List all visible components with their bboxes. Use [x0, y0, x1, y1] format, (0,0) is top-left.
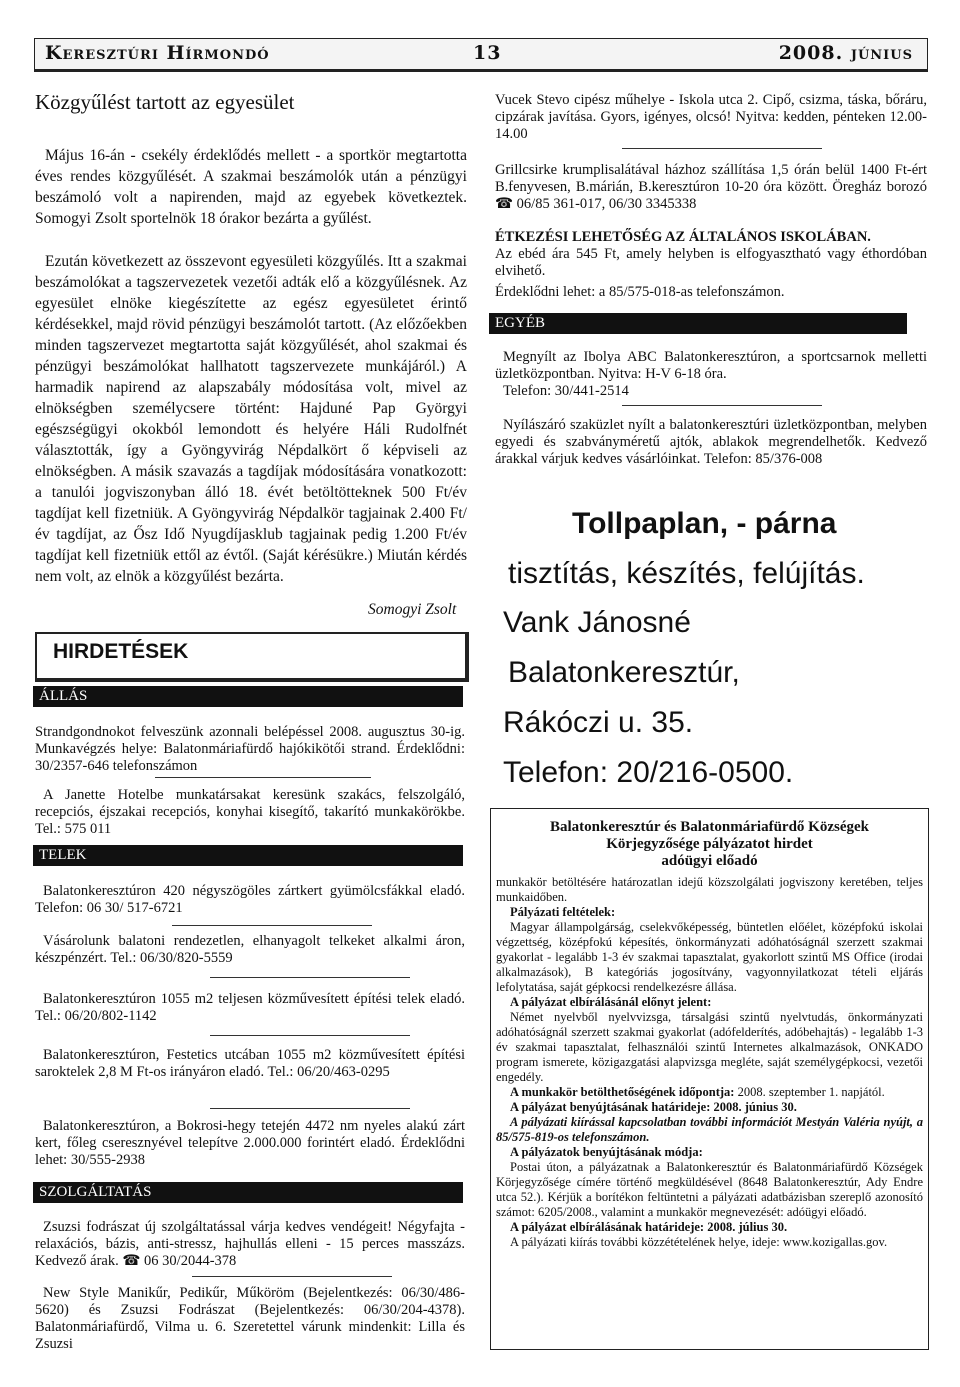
issue-date: 2008. június — [778, 42, 913, 64]
tollpaplan-title: Tollpaplan, - párna — [572, 507, 837, 540]
palyazat-title-1: Balatonkeresztúr és Balatonmáriafürdő Községek — [549, 819, 869, 835]
ads-heading: HIRDETÉSEK — [53, 640, 189, 663]
palyazat-mod-heading: A pályázatok benyújtásának módja: — [510, 1145, 703, 1159]
palyazat-title-2: Körjegyzősége pályázatot hirdet — [606, 836, 813, 852]
palyazat-hatarido: A pályázat benyújtásának határideje: 2008. június 30. — [510, 1100, 797, 1114]
palyazat-idopont: 2008. szeptember 1. napjától. — [737, 1085, 885, 1099]
palyazat-kozzetetel: A pályázati kiírás további közzétételének helye, ideje: www.kozigallas.gov. — [510, 1235, 888, 1249]
palyazat-feltetelek-heading: Pályázati feltételek: — [510, 905, 616, 919]
article-paragraph-2: Ezután következett az összevont egyesületi közgyűlés. Itt a szakmai beszámolókat a tagszervezetek vezetői adták elő a közgyűlésnek. Az egyesület elnöke kiegészítette az egész egyesületet érintő kérdésekkel, majd rövid pénzügyi beszámolót tartott. (Az előzőekben minden tagszervezet megtartotta saját közgyűlését, ahol szakmai és pénzügyi beszámolókat hallhatott tagszervezete munkájáról.) A harmadik napirend az alapszabály módosítása volt, mivel az elnökségben személycsere történt: Hajduné Pap Györgyi egészségügyi okokból lemondott és helyére Háli Rudolfnét választották, így a Gyöngyvirág Népdalkört ő képviseli az elnökségben. A másik szavazás a tagdíjak módosítására vonatkozott: a tanulói jogviszonyban álló 18. évét betöltötteknek 500 Ft/év tagdíjat kell fizetniük. A Gyöngyvirág Népdalkör tagjainak 2.400 Ft/év tagdíjat, az Ősz Idő Nyugdíjasklub tagjainak pedig 1.200 Ft/év tagdíjat kell fizetniük ettől az évtől. (Saját kérésükre.) Miután kérdés nem volt, az elnök a közgyűlést bezárta. — [35, 253, 467, 585]
ad-ibolya: Megnyílt az Ibolya ABC Balatonkeresztúron, a sportcsarnok melletti üzletközpontban. Nyitva: H-V 6-18 óra. — [495, 349, 927, 382]
palyazat-info: A pályázati kiírással kapcsolatban további információt Mestyán Valéria nyújt, a 85/575-819-os telefonszámon. — [496, 1115, 923, 1144]
ad-telek-2: Vásárolunk balatoni rendezetlen, elhanyagolt telkeket alkalmi áron, készpénzért. Tel.: 06/30/820-5559 — [35, 933, 465, 966]
divider — [210, 977, 410, 978]
etkezes-contact: Érdeklődni lehet: a 85/575-018-as telefonszámon. — [495, 284, 785, 300]
palyazat-elony-heading: A pályázat elbírálásánál előnyt jelent: — [510, 995, 712, 1009]
article-title: Közgyűlést tartott az egyesület — [35, 90, 295, 114]
ads-heading-box — [35, 632, 469, 682]
palyazat-title-3: adóügyi előadó — [661, 853, 758, 869]
palyazat-idopont-heading: A munkakör betölthetőségének időpontja: — [510, 1085, 735, 1099]
divider — [210, 1108, 410, 1109]
palyazat-feltetelek: Magyar állampolgárság, cselekvőképesség, büntetlen előélet, középfokú iskolai végzettség, középfokú képesítés, önkormányzati adóhatóságnál szerzett szakmai gyakorlat - legalább 1-3 év szakmai tapasztalat, gyakorlott szintű MS Office (irodai alkalmazások), B kategóriás jogosítvány, vagyonnyilatkozat tételi eljárás lefolytatása, saját gépkocsi rendelkezésre állása. — [496, 920, 923, 994]
ad-ibolya-phone: Telefon: 30/441-2514 — [503, 383, 629, 399]
ad-telek-1: Balatonkeresztúron 420 négyszögöles zártkert gyümölcsfákkal eladó. Telefon: 06 30/ 517-6721 — [35, 883, 465, 916]
ad-telek-4: Balatonkeresztúron, Festetics utcában 1055 m2 közművesített építési saroktelek 2,8 M Ft-os irányáron eladó. Tel.: 06/20/463-0295 — [35, 1047, 465, 1080]
ad-grillcsirke: Grillcsirke krumplisalátával házhoz szállítása 1,5 órán belül 1400 Ft-ért B.fenyvesen, B.márián, B.keresztúron 10-20 óra között. Öregház borozó ☎ 06/85 361-017, 06/30 3345338 — [495, 162, 927, 212]
tollpaplan-name: Vank Jánosné — [503, 606, 691, 639]
palyazat-box — [490, 808, 929, 1350]
section-szolgaltatas: SZOLGÁLTATÁS — [33, 1182, 463, 1203]
etkezes-text: Az ebéd ára 545 Ft, amely helyben is elfogyasztható vagy éthordóban elvihető. — [495, 246, 927, 279]
section-allas: ÁLLÁS — [33, 686, 463, 707]
palyazat-intro: munkakör betöltésére határozatlan idejű közszolgálati jogviszony keretében, teljes munkaidőben. — [496, 875, 923, 904]
section-telek: TELEK — [33, 845, 463, 866]
ad-allas-2: A Janette Hotelbe munkatársakat keresünk szakács, felszolgáló, recepciós, éjszakai recepciós, konyhai kisegítő, takarító munkakörökbe. Tel.: 575 011 — [35, 787, 465, 837]
ad-nyilaszaro: Nyílászáró szaküzlet nyílt a balatonkeresztúri üzletközpontban, melyben egyedi és szabványméretű ajtók, ablakok megrendelhetők. Kedvező árakkal várjuk kedves vásárlóinkat. Telefon: 85/376-008 — [495, 417, 927, 467]
article-paragraph-1: Május 16-án - csekély érdeklődés mellett - a sportkör megtartotta éves rendes közgyűlését. A szakmai beszámolók után a pénzügyi beszámoló volt a napirenden, majd az egyebek következtek. Somogyi Zsolt sportelnök 18 órakor bezárta a gyűlést. — [35, 147, 467, 227]
palyazat-elbiralas: A pályázat elbírálásának határideje: 2008. július 30. — [510, 1220, 788, 1234]
tollpaplan-services: tisztítás, készítés, felújítás. — [508, 557, 865, 590]
ad-szolg-1: Zsuzsi fodrászat új szolgáltatással várja kedves vendégeit! Négyfajta - relaxációs, bázis, anti-stressz, hajhullás elleni - 15 perces masszázs. Kedvező árak. ☎ 06 30/2044-378 — [35, 1219, 465, 1269]
tollpaplan-city: Balatonkeresztúr, — [508, 656, 740, 689]
divider — [210, 1035, 410, 1036]
palyazat-elony: Német nyelvből nyelvvizsga, társalgási szintű nyelvtudás, önkormányzati adóhatóságnál szerzett szakmai gyakorlat (adófelderítés, adóbehajtás) - legalább 1-3 év szakmai tapasztalat, felhasználói szintű Internetes alkalmazások, ONKADO program ismerete, közigazgatási alapvizsga megléte, saját személygépkocsi, vezetői engedély. — [496, 1010, 923, 1084]
palyazat-mod: Postai úton, a pályázatnak a Balatonkeresztúr és Balatonmáriafürdő Községek Körjegyzősége címére történő megküldésével (8648 Balatonkeresztúr, Ady Endre utca 52.). Kérjük a borítékon feltüntetni a pályázati adatbázisban szereplő azonosító számot: 6205/2008., valamint a munkakör megnevezését: adóügyi előadó. — [496, 1160, 923, 1219]
ad-szolg-2: New Style Manikűr, Pedikűr, Műköröm (Bejelentkezés: 06/30/486-5620) és Zsuzsi Fodrászat (Bejelentkezés: 06/30/204-4378). Balatonmáriafürdő, Vilma u. 6. Szeretettel várunk mindenkit: Lilla és Zsuzsi — [35, 1285, 465, 1352]
section-egyeb: EGYÉB — [489, 313, 907, 334]
tollpaplan-street: Rákóczi u. 35. — [503, 706, 694, 739]
divider — [622, 148, 822, 149]
newspaper-title: Keresztúri Hírmondó — [45, 42, 270, 64]
ad-vucek: Vucek Stevo cipész műhelye - Iskola utca 2. Cipő, csizma, táska, bőráru, cipzárak javítása. Gyors, igényes, olcsó! Nyitva: kedden, pénteken 12.00-14.00 — [495, 92, 927, 142]
article-author: Somogyi Zsolt — [368, 601, 457, 618]
tollpaplan-phone: Telefon: 20/216-0500. — [503, 756, 794, 789]
divider — [622, 405, 822, 406]
ad-telek-3: Balatonkeresztúron 1055 m2 teljesen közművesített építési telek eladó. Tel.: 06/20/802-1142 — [35, 991, 465, 1024]
divider — [155, 777, 371, 778]
ad-allas-1: Strandgondnokot felveszünk azonnali belépéssel 2008. augusztus 30-ig. Munkavégzés helye: Balatonmáriafürdő hajókikötői strand. Érdeklődni: 30/2357-646 telefonszámon — [35, 724, 465, 774]
etkezes-title: ÉTKEZÉSI LEHETŐSÉG AZ ÁLTALÁNOS ISKOLÁBAN. — [495, 229, 871, 245]
divider — [172, 925, 372, 926]
ad-telek-5: Balatonkeresztúron, a Bokrosi-hegy tetején 4472 nm nyeles alakú zárt kert, főleg cseresznyével telepítve 2.000.000 forintért eladó. Érdeklődni lehet: 30/555-2938 — [35, 1118, 465, 1168]
divider — [192, 1276, 392, 1277]
page-header — [34, 38, 928, 72]
page-number: 13 — [473, 42, 502, 64]
